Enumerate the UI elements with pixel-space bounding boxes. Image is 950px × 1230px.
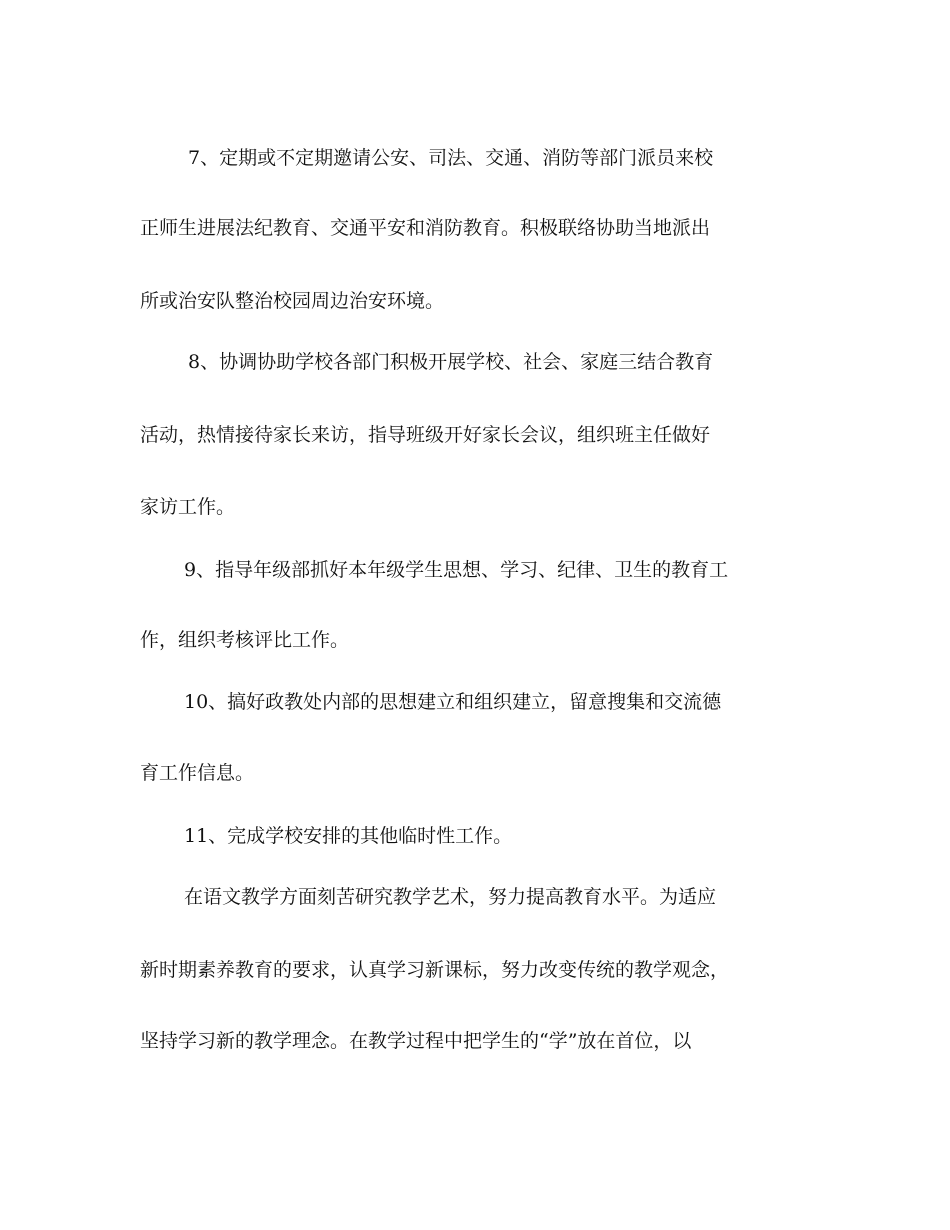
paragraph-teaching-line-3: 坚持学习新的教学理念。在教学过程中把学生的“学”放在首位，以 [140, 1030, 692, 1052]
paragraph-teaching-line-2: 新时期素养教育的要求，认真学习新课标，努力改变传统的教学观念， [140, 959, 730, 981]
paragraph-8-line-1: 8、协调协助学校各部门积极开展学校、社会、家庭三结合教育 [188, 351, 714, 373]
paragraph-7-line-2: 正师生进展法纪教育、交通平安和消防教育。积极联络协助当地派出 [140, 217, 711, 239]
paragraph-8-line-2: 活动，热情接待家长来访，指导班级开好家长会议，组织班主任做好 [140, 424, 711, 446]
paragraph-10-line-1: 10、搞好政教处内部的思想建立和组织建立，留意搜集和交流德 [184, 691, 722, 713]
paragraph-7-line-1: 7、定期或不定期邀请公安、司法、交通、消防等部门派员来校 [188, 147, 714, 169]
paragraph-9-line-1: 9、指导年级部抓好本年级学生思想、学习、纪律、卫生的教育工 [184, 559, 729, 581]
paragraph-8-line-3: 家访工作。 [140, 496, 236, 518]
paragraph-11-line-1: 11、完成学校安排的其他临时性工作。 [184, 825, 513, 847]
paragraph-10-line-2: 育工作信息。 [140, 762, 255, 784]
paragraph-teaching-line-1: 在语文教学方面刻苦研究教学艺术，努力提高教育水平。为适应 [184, 886, 717, 908]
paragraph-7-line-3: 所或治安队整治校园周边治安环境。 [140, 290, 445, 312]
paragraph-9-line-2: 作，组织考核评比工作。 [140, 629, 350, 651]
